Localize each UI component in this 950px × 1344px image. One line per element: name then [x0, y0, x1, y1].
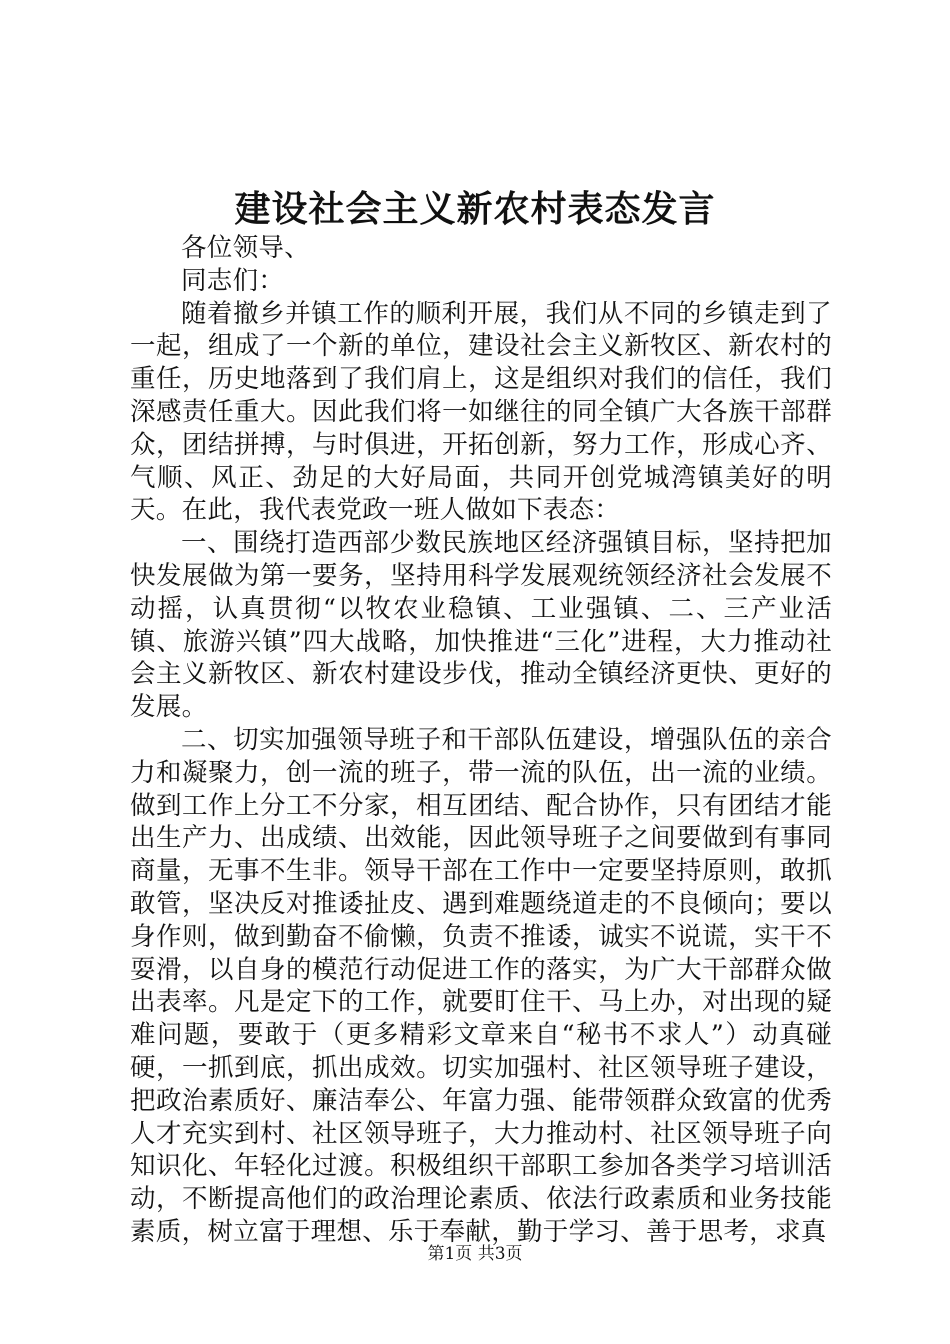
body-paragraph: 随着撤乡并镇工作的顺利开展，我们从不同的乡镇走到了一起，组成了一个新的单位，建设社会主义新牧区、新农村的重任，历史地落到了我们肩上，这是组织对我们的信任，我们深感责任重大。因此我们将一如继往的同全镇广大各族干部群众，团结拼搏，与时俱进，开拓创新，努力工作，形成心齐、气顺、风正、劲足的大好局面，共同开创党城湾镇美好的明天。在此，我代表党政一班人做如下表态： — [130, 298, 832, 526]
document-body — [130, 232, 832, 1249]
page-footer: 第1页 共3页 — [427, 1244, 523, 1264]
body-paragraph: 一、围绕打造西部少数民族地区经济强镇目标，坚持把加快发展做为第一要务，坚持用科学发展观统领经济社会发展不动摇，认真贯彻“以牧农业稳镇、工业强镇、二、三产业活镇、旅游兴镇”四大战略，加快推进“三化”进程，大力推动社会主义新牧区、新农村建设步伐，推动全镇经济更快、更好的发展。 — [130, 528, 832, 723]
document-title: 建设社会主义新农村表态发言 — [234, 188, 716, 230]
body-paragraph: 二、切实加强领导班子和干部队伍建设，增强队伍的亲合力和凝聚力，创一流的班子，带一流的队伍，出一流的业绩。做到工作上分工不分家，相互团结、配合协作，只有团结才能出生产力、出成绩、出效能，因此领导班子之间要做到有事同商量，无事不生非。领导干部在工作中一定要坚持原则，敢抓敢管，坚决反对推诿扯皮、遇到难题绕道走的不良倾向；要以身作则，做到勤奋不偷懒，负责不推诿，诚实不说谎，实干不耍滑，以自身的模范行动促进工作的落实，为广大干部群众做出表率。凡是定下的工作，就要盯住干、马上办，对出现的疑难问题，要敢于（更多精彩文章来自“秘书不求人”）动真碰硬，一抓到底，抓出成效。切实加强村、社区领导班子建设，把政治素质好、廉洁奉公、年富力强、能带领群众致富的优秀人才充实到村、社区领导班子，大力推动村、社区领导班子向知识化、年轻化过渡。积极组织干部职工参加各类学习培训活动，不断提高他们的政治理论素质、依法行政素质和业务技能素质，树立富于理想、乐于奉献，勤于学习、善于思考，求真 — [130, 724, 832, 1247]
salutation-line: 各位领导、 — [181, 233, 311, 263]
salutation-line: 同志们： — [181, 265, 285, 296]
